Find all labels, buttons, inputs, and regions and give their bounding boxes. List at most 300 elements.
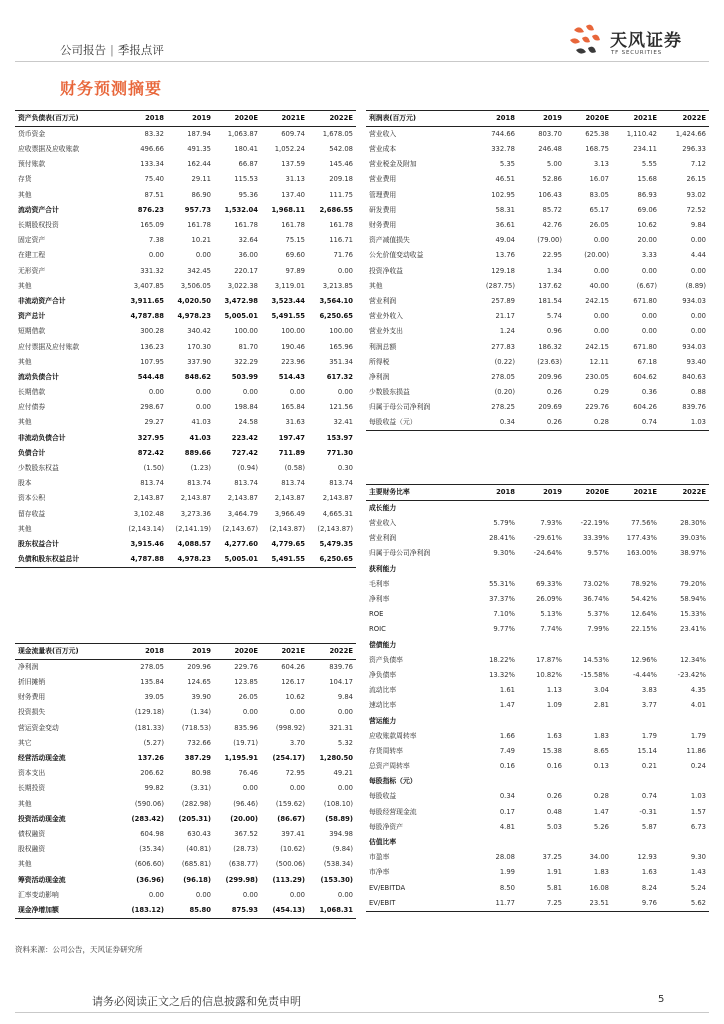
value-cell: 1.79	[641, 731, 657, 740]
value-cell: 220.17	[234, 266, 258, 275]
value-cell: 278.25	[491, 403, 515, 412]
value-cell: 5,479.35	[319, 539, 353, 548]
value-cell: (454.13)	[261, 903, 308, 919]
table-row	[15, 127, 356, 143]
row-label: 长期投资	[18, 784, 46, 793]
value-cell: (10.62)	[280, 845, 305, 854]
value-cell: 397.41	[281, 829, 305, 838]
row-label: 偿债能力	[369, 640, 397, 649]
row-label: 成长能力	[369, 504, 397, 512]
row-label: 负债和股东权益总计	[15, 552, 120, 568]
value-cell	[660, 638, 709, 653]
value-cell: 2,143.87	[274, 494, 305, 503]
value-cell: (299.98)	[225, 875, 258, 884]
value-cell: -23.42%	[677, 670, 706, 679]
value-cell: 58.31	[495, 205, 515, 214]
value-cell: 1,532.04	[224, 205, 258, 214]
row-label: 营业外收入	[369, 312, 403, 321]
table-row	[366, 577, 709, 592]
row-label: 营运资金变动	[18, 723, 59, 732]
value-cell: 0.00	[690, 327, 706, 336]
year-header-cell: 2019	[167, 644, 214, 660]
value-cell: 80.98	[191, 769, 211, 778]
row-label: 资产减值损失	[369, 236, 410, 245]
value-cell: 0.00	[242, 784, 258, 793]
value-cell: 104.17	[329, 678, 353, 687]
value-cell: 5.03	[546, 822, 562, 831]
value-cell: 168.75	[585, 145, 609, 154]
row-label: 市盈率	[369, 853, 390, 862]
value-cell: 5,005.01	[224, 312, 258, 321]
value-cell	[471, 638, 518, 653]
table-row	[15, 385, 356, 400]
value-cell: 0.88	[690, 388, 706, 397]
value-cell: 69.60	[285, 251, 305, 260]
value-cell: 86.93	[637, 190, 657, 199]
value-cell: 1.66	[499, 731, 515, 740]
value-cell: 52.86	[542, 175, 562, 184]
table-row	[15, 736, 356, 751]
table-title-cell: 利润表(百万元)	[366, 111, 471, 127]
year-header-cell: 2019	[518, 111, 565, 127]
value-cell: 367.52	[234, 829, 258, 838]
value-cell: 229.76	[234, 663, 258, 671]
value-cell: 223.96	[281, 357, 305, 366]
row-label: 股东权益合计	[18, 539, 59, 548]
value-cell: 872.42	[137, 448, 164, 457]
value-cell: (19.71)	[233, 738, 258, 747]
value-cell: (183.12)	[120, 903, 167, 919]
row-label: 营业收入	[369, 130, 397, 138]
value-cell: (8.89)	[685, 281, 706, 290]
value-cell: 296.33	[682, 145, 706, 154]
value-cell: (20.00)	[584, 251, 609, 260]
row-label: EV/EBITDA	[369, 883, 406, 892]
value-cell: 18.22%	[489, 655, 515, 664]
year-header-cell: 2020E	[565, 111, 612, 127]
value-cell: 327.95	[137, 433, 164, 442]
value-cell: 2,143.87	[227, 494, 258, 503]
table-row	[15, 552, 356, 568]
row-label: 财务费用	[18, 693, 46, 702]
value-cell: 49.21	[333, 769, 353, 778]
value-cell: 503.99	[231, 372, 258, 381]
row-label: 存货	[18, 175, 32, 184]
table-row	[15, 766, 356, 781]
year-header-cell: 2022E	[660, 485, 709, 501]
row-label: 归属于母公司净利润	[369, 403, 431, 412]
row-label: 经营活动现金流	[18, 754, 66, 763]
value-cell	[518, 501, 565, 517]
value-cell	[660, 501, 709, 517]
value-cell: 1.63	[641, 868, 657, 877]
value-cell: 278.05	[140, 663, 164, 671]
row-label: 财务费用	[369, 221, 397, 230]
value-cell	[660, 835, 709, 850]
table-row	[15, 675, 356, 690]
value-cell: (79.00)	[537, 236, 562, 245]
value-cell: 49.04	[495, 236, 515, 245]
value-cell: 342.45	[187, 266, 211, 275]
value-cell: 0.34	[471, 415, 518, 431]
value-cell: 11.86	[686, 746, 706, 755]
value-cell: 126.17	[281, 678, 305, 687]
value-cell: -24.64%	[533, 549, 562, 558]
row-label: 汇率变动影响	[18, 890, 59, 899]
table-title-cell: 主要财务比率	[366, 485, 471, 501]
value-cell: 839.76	[682, 403, 706, 412]
year-header-cell: 2018	[120, 111, 167, 127]
footer-disclaimer: 请务必阅读正文之后的信息披露和免责申明	[92, 995, 301, 1008]
row-label: 其他	[18, 799, 32, 808]
row-label: 少数股东权益	[18, 464, 59, 473]
value-cell: (0.58)	[284, 464, 305, 473]
value-cell: 29.11	[191, 175, 211, 184]
row-label: 资产负债率	[369, 655, 403, 664]
value-cell: 544.48	[137, 372, 164, 381]
value-cell: 0.00	[641, 266, 657, 275]
value-cell: 0.00	[148, 388, 164, 397]
row-label: 其他	[18, 860, 32, 869]
row-label: 长期股权投资	[18, 221, 59, 230]
value-cell: 394.98	[329, 829, 353, 838]
table-row	[15, 476, 356, 491]
value-cell: (538.34)	[323, 860, 353, 869]
year-header-cell: 2019	[167, 111, 214, 127]
value-cell: 66.87	[238, 160, 258, 169]
value-cell: 24.58	[238, 418, 258, 427]
value-cell: (5.27)	[143, 738, 164, 747]
table-row	[15, 888, 356, 903]
value-cell: 12.93	[637, 853, 657, 862]
value-cell: 5.55	[641, 160, 657, 169]
value-cell	[612, 713, 660, 728]
value-cell: 1.57	[690, 807, 706, 816]
value-cell: 8.24	[641, 883, 657, 892]
value-cell: 81.70	[238, 342, 258, 351]
value-cell: (500.06)	[275, 860, 305, 869]
value-cell: 0.28	[565, 415, 612, 431]
value-cell: 0.00	[337, 784, 353, 793]
table-row	[366, 729, 709, 744]
value-cell: 106.43	[538, 190, 562, 199]
value-cell: 3.13	[593, 160, 609, 169]
header-separator: |	[110, 43, 114, 57]
value-cell: 889.66	[184, 448, 211, 457]
table-row	[15, 142, 356, 157]
value-cell: 36.00	[238, 251, 258, 260]
table-row	[15, 188, 356, 203]
value-cell: 875.93	[214, 903, 261, 919]
value-cell: 803.70	[538, 130, 562, 138]
value-cell: 3.04	[593, 686, 609, 695]
logo-name-en: TF SECURITIES	[611, 50, 662, 56]
value-cell: (1.34)	[190, 708, 211, 717]
row-label: 非流动资产合计	[18, 296, 66, 305]
value-cell	[565, 562, 612, 577]
table-row	[15, 903, 356, 919]
value-cell: 4,978.23	[167, 552, 214, 568]
table-row	[366, 157, 709, 172]
value-cell: 13.32%	[489, 670, 515, 679]
value-cell: 165.84	[281, 403, 305, 412]
value-cell: 14.53%	[583, 655, 609, 664]
value-cell: 1,063.87	[227, 130, 258, 138]
value-cell: 209.96	[187, 663, 211, 671]
value-cell: (2,141.19)	[175, 524, 211, 533]
value-cell: 0.00	[593, 327, 609, 336]
row-label: 其它	[18, 738, 32, 747]
row-label: 投资净收益	[369, 266, 403, 275]
value-cell: 209.18	[329, 175, 353, 184]
value-cell: 123.85	[234, 678, 258, 687]
value-cell: (58.89)	[325, 814, 353, 823]
value-cell: 95.36	[238, 190, 258, 199]
value-cell: 86.90	[191, 190, 211, 199]
value-cell: 21.17	[495, 312, 515, 321]
value-cell: 15.68	[637, 175, 657, 184]
value-cell: 38.97%	[680, 549, 706, 558]
value-cell: 4,978.23	[177, 312, 211, 321]
row-label: 其他	[18, 190, 32, 199]
section-header-row	[366, 835, 709, 850]
value-cell: 0.74	[612, 415, 660, 431]
value-cell: (108.10)	[323, 799, 353, 808]
value-cell: 3,472.98	[224, 296, 258, 305]
row-label: 所得税	[369, 357, 390, 366]
value-cell: 145.46	[329, 160, 353, 169]
value-cell: 0.00	[337, 708, 353, 717]
value-cell: 79.20%	[680, 579, 706, 588]
value-cell: 8.50	[499, 883, 515, 892]
value-cell: 0.26	[518, 415, 565, 431]
value-cell: 26.05	[589, 221, 609, 230]
value-cell: 26.15	[686, 175, 706, 184]
table-row	[366, 759, 709, 774]
value-cell: 186.32	[538, 342, 562, 351]
value-cell: 69.33%	[536, 579, 562, 588]
table-row	[366, 339, 709, 354]
year-header-cell: 2022E	[660, 111, 709, 127]
value-cell: 322.29	[234, 357, 258, 366]
value-cell: 9.30	[690, 853, 706, 862]
row-label: 每股收益（元）	[366, 415, 471, 431]
value-cell: (0.22)	[494, 357, 515, 366]
value-cell: 20.00	[637, 236, 657, 245]
table-row	[366, 294, 709, 309]
value-cell: (0.94)	[237, 464, 258, 473]
value-cell: 5.35	[499, 160, 515, 169]
table-row	[15, 264, 356, 279]
table-row	[366, 142, 709, 157]
value-cell: 137.59	[281, 160, 305, 169]
table-header-row	[15, 644, 356, 660]
row-label: 其他	[18, 281, 32, 290]
value-cell	[660, 774, 709, 789]
value-cell: 100.00	[234, 327, 258, 336]
table-row	[15, 233, 356, 248]
value-cell: (159.62)	[275, 799, 305, 808]
table-row	[15, 857, 356, 872]
table-row	[15, 400, 356, 415]
table-row	[15, 431, 356, 446]
value-cell: 3.77	[641, 701, 657, 710]
value-cell: 5.00	[546, 160, 562, 169]
value-cell: (86.67)	[277, 814, 305, 823]
report-category: 公司报告	[60, 43, 106, 57]
value-cell: 3.83	[641, 686, 657, 695]
value-cell: 58.94%	[680, 595, 706, 604]
value-cell: 100.00	[281, 327, 305, 336]
table-title-cell: 资产负债表(百万元)	[15, 111, 120, 127]
value-cell: 223.42	[231, 433, 258, 442]
value-cell	[471, 501, 518, 517]
table-row	[15, 705, 356, 720]
table-row	[366, 805, 709, 820]
value-cell: 161.78	[329, 221, 353, 230]
value-cell: 102.95	[491, 190, 515, 199]
value-cell: 6.73	[690, 822, 706, 831]
value-cell: 1.47	[593, 807, 609, 816]
value-cell: 4,787.88	[130, 312, 164, 321]
row-label: 营业成本	[369, 145, 397, 154]
value-cell: 0.00	[289, 708, 305, 717]
value-cell: 3.70	[289, 738, 305, 747]
value-cell: 257.89	[491, 296, 515, 305]
value-cell: 1,280.50	[319, 754, 353, 763]
value-cell: 604.26	[281, 663, 305, 671]
logo-name-cn: 天风证券	[610, 31, 682, 51]
value-cell: (20.00)	[230, 814, 258, 823]
table-row	[366, 744, 709, 759]
value-cell: 111.75	[329, 190, 353, 199]
row-label: 其他	[369, 281, 383, 290]
value-cell: 604.98	[140, 829, 164, 838]
row-label: 现金净增加额	[15, 903, 120, 919]
value-cell: 2,143.87	[133, 494, 164, 503]
value-cell: (2,143.87)	[269, 524, 305, 533]
row-label: 营业费用	[369, 175, 397, 184]
value-cell: 0.00	[195, 388, 211, 397]
row-label: 营业收入	[369, 519, 397, 528]
value-cell	[660, 562, 709, 577]
value-cell: 17.87%	[536, 655, 562, 664]
section-header-row	[366, 501, 709, 517]
value-cell: 37.25	[542, 853, 562, 862]
value-cell: 10.82%	[536, 670, 562, 679]
value-cell: 46.51	[495, 175, 515, 184]
row-label: 留存收益	[18, 509, 46, 518]
value-cell: (129.18)	[134, 708, 164, 717]
value-cell: 0.28	[593, 792, 609, 801]
value-cell: 55.31%	[489, 579, 515, 588]
value-cell: 0.00	[195, 251, 211, 260]
value-cell: 12.34%	[680, 655, 706, 664]
report-subcategory: 季报点评	[117, 43, 164, 57]
table-row	[366, 400, 709, 415]
value-cell: 340.42	[187, 327, 211, 336]
value-cell: (1.23)	[190, 464, 211, 473]
value-cell: (6.67)	[636, 281, 657, 290]
value-cell: 39.90	[191, 693, 211, 702]
table-row	[15, 812, 356, 827]
value-cell: 133.34	[140, 160, 164, 169]
value-cell: 0.48	[546, 807, 562, 816]
value-cell: 13.76	[495, 251, 515, 260]
row-label: 存货周转率	[369, 746, 403, 755]
row-label: 少数股东损益	[369, 388, 410, 397]
year-header-cell: 2019	[518, 485, 565, 501]
value-cell: 848.62	[184, 372, 211, 381]
value-cell: 2.81	[593, 701, 609, 710]
value-cell: 0.00	[148, 890, 164, 899]
value-cell: 5.26	[593, 822, 609, 831]
value-cell: -22.19%	[580, 519, 609, 528]
table-row	[15, 294, 356, 309]
row-label: 营业外支出	[369, 327, 403, 336]
value-cell	[518, 638, 565, 653]
table-row	[15, 248, 356, 263]
value-cell: 181.54	[538, 296, 562, 305]
value-cell: 771.30	[326, 448, 353, 457]
row-label: 长期借款	[18, 388, 46, 397]
value-cell: 5.32	[337, 738, 353, 747]
value-cell: 9.84	[690, 221, 706, 230]
value-cell: 321.31	[329, 723, 353, 732]
value-cell: 37.37%	[489, 595, 515, 604]
value-cell: 16.08	[589, 883, 609, 892]
value-cell: 165.96	[329, 342, 353, 351]
table-row	[366, 309, 709, 324]
value-cell: (28.73)	[233, 845, 258, 854]
value-cell: 78.92%	[631, 579, 657, 588]
value-cell: 0.00	[593, 266, 609, 275]
row-label: 净负债率	[369, 670, 397, 679]
row-label: ROE	[369, 610, 384, 619]
row-label: 管理费用	[369, 190, 397, 199]
value-cell: 7.12	[690, 160, 706, 169]
value-cell: 3,915.46	[130, 539, 164, 548]
value-cell: 153.97	[326, 433, 353, 442]
report-header	[60, 42, 164, 58]
value-cell	[612, 774, 660, 789]
value-cell: 10.21	[191, 236, 211, 245]
value-cell: 230.05	[585, 372, 609, 381]
row-label: 营运能力	[369, 716, 397, 725]
value-cell: 0.00	[195, 403, 211, 412]
row-label: 速动比率	[369, 701, 397, 710]
value-cell	[471, 835, 518, 850]
value-cell: 604.26	[633, 403, 657, 412]
value-cell: 12.96%	[631, 655, 657, 664]
table-row	[15, 203, 356, 218]
value-cell: 732.66	[187, 738, 211, 747]
value-cell: 16.07	[589, 175, 609, 184]
value-cell: 876.23	[137, 205, 164, 214]
value-cell: 332.78	[491, 145, 515, 154]
value-cell: 3,102.48	[133, 509, 164, 518]
year-header-cell: 2020E	[214, 111, 261, 127]
value-cell: 0.00	[337, 266, 353, 275]
row-label: 营业利润	[369, 296, 397, 305]
table-row	[366, 622, 709, 637]
value-cell: (40.81)	[186, 845, 211, 854]
value-cell: 7.25	[518, 896, 565, 912]
value-cell: 54.42%	[631, 595, 657, 604]
table-header-row	[15, 111, 356, 127]
value-cell: 71.76	[333, 251, 353, 260]
logo-icon	[566, 22, 606, 60]
